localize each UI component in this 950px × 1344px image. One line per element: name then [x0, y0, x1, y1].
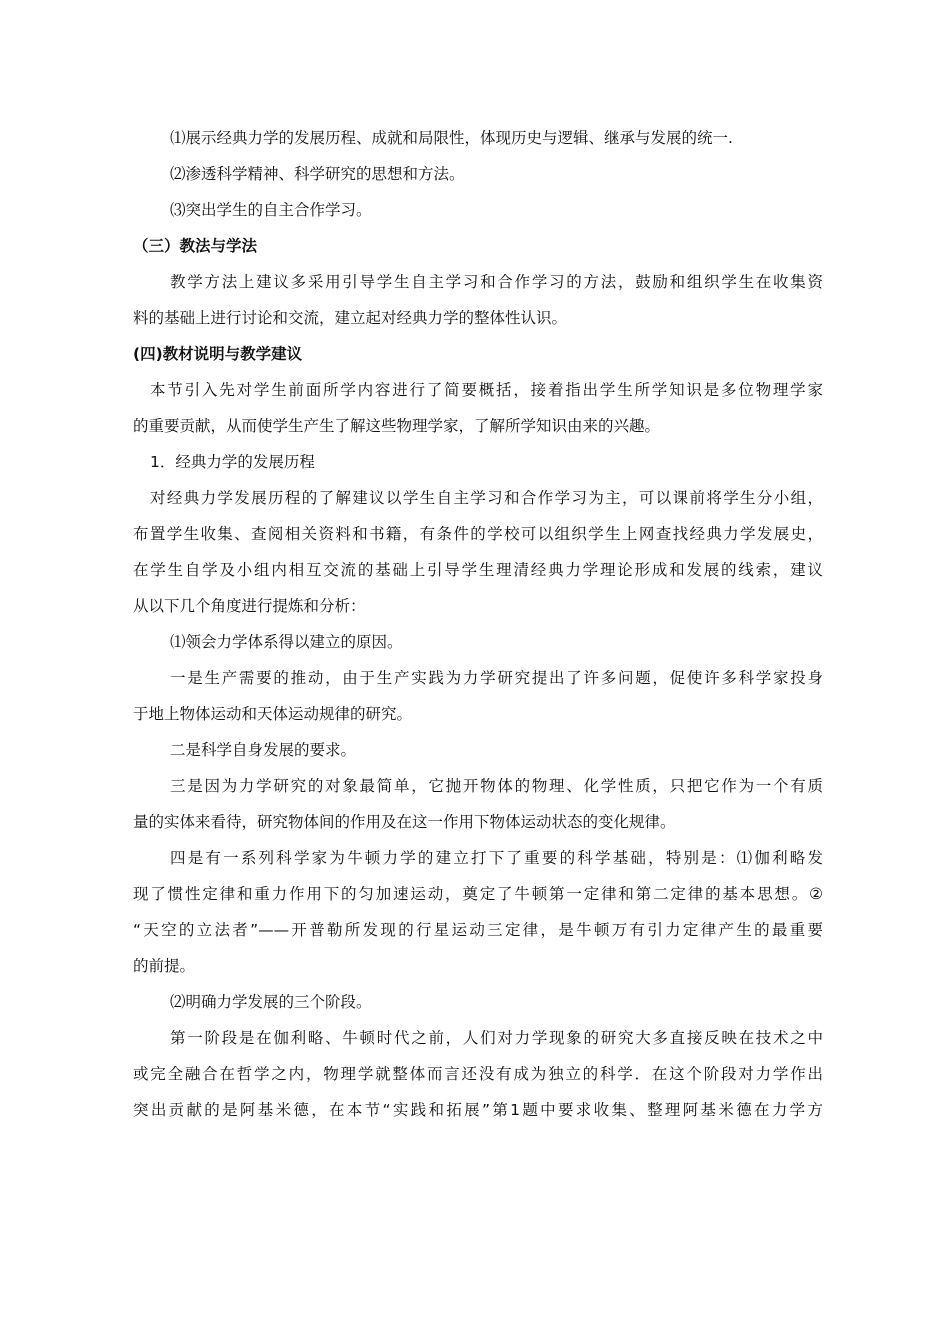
paragraph-line: 料的基础上进行讨论和交流，建立起对经典力学的整体性认识。 [133, 309, 568, 327]
subsection-heading: 1．经典力学的发展历程 [150, 453, 315, 471]
paragraph-line: 在学生自学及小组内相互交流的基础上引导学生理清经典力学理论形成和发展的线索，建议 [133, 561, 823, 579]
paragraph-line: 现了惯性定律和重力作用下的匀加速运动，奠定了牛顿第一定律和第二定律的基本思想。② [133, 885, 823, 903]
paragraph-line: 突出贡献的是阿基米德，在本节“实践和拓展”第1题中要求收集、整理阿基米德在力学方 [133, 1101, 823, 1119]
objective-2: ⑵渗透科学精神、科学研究的思想和方法。 [170, 165, 465, 183]
paragraph-line: 的前提。 [133, 957, 196, 975]
paragraph-line: 或完全融合在哲学之内，物理学就整体而言还没有成为独立的科学．在这个阶段对力学作出 [133, 1065, 823, 1083]
point-heading-1: ⑴领会力学体系得以建立的原因。 [170, 633, 403, 651]
paragraph-line: 布置学生收集、查阅相关资料和书籍，有条件的学校可以组织学生上网查找经典力学发展史， [133, 525, 823, 543]
paragraph-line: 一是生产需要的推动，由于生产实践为力学研究提出了许多问题，促使许多科学家投身 [170, 669, 823, 687]
paragraph-line: 的重要贡献，从而使学生产生了解这些物理学家，了解所学知识由来的兴趣。 [133, 417, 661, 435]
paragraph-line: 于地上物体运动和天体运动规律的研究。 [133, 705, 413, 723]
paragraph-line: 第一阶段是在伽利略、牛顿时代之前，人们对力学现象的研究大多直接反映在技术之中 [170, 1029, 823, 1047]
paragraph-line: 本节引入先对学生前面所学内容进行了简要概括，接着指出学生所学知识是多位物理学家 [150, 381, 823, 399]
paragraph-line: 教学方法上建议多采用引导学生自主学习和合作学习的方法，鼓励和组织学生在收集资 [170, 273, 823, 291]
paragraph-line: 从以下几个角度进行提炼和分析： [133, 597, 366, 615]
paragraph-line: 四是有一系列科学家为牛顿力学的建立打下了重要的科学基础，特别是：⑴伽利略发 [170, 849, 823, 867]
section-heading-3: （三）教法与学法 [133, 237, 258, 255]
objective-3: ⑶突出学生的自主合作学习。 [170, 201, 372, 219]
paragraph-line: “天空的立法者”——开普勒所发现的行星运动三定律，是牛顿万有引力定律产生的最重要 [133, 921, 823, 939]
section-heading-4: (四)教材说明与教学建议 [133, 345, 303, 363]
paragraph-line: 三是因为力学研究的对象最简单，它抛开物体的物理、化学性质，只把它作为一个有质 [170, 777, 823, 795]
paragraph-line: 对经典力学发展历程的了解建议以学生自主学习和合作学习为主，可以课前将学生分小组， [150, 489, 823, 507]
point-heading-2: ⑵明确力学发展的三个阶段。 [170, 993, 372, 1011]
paragraph-line: 量的实体来看待，研究物体间的作用及在这一作用下物体运动状态的变化规律。 [133, 813, 676, 831]
paragraph-line: 二是科学自身发展的要求。 [170, 741, 357, 759]
objective-1: ⑴展示经典力学的发展历程、成就和局限性，体现历史与逻辑、继承与发展的统一. [170, 129, 733, 147]
